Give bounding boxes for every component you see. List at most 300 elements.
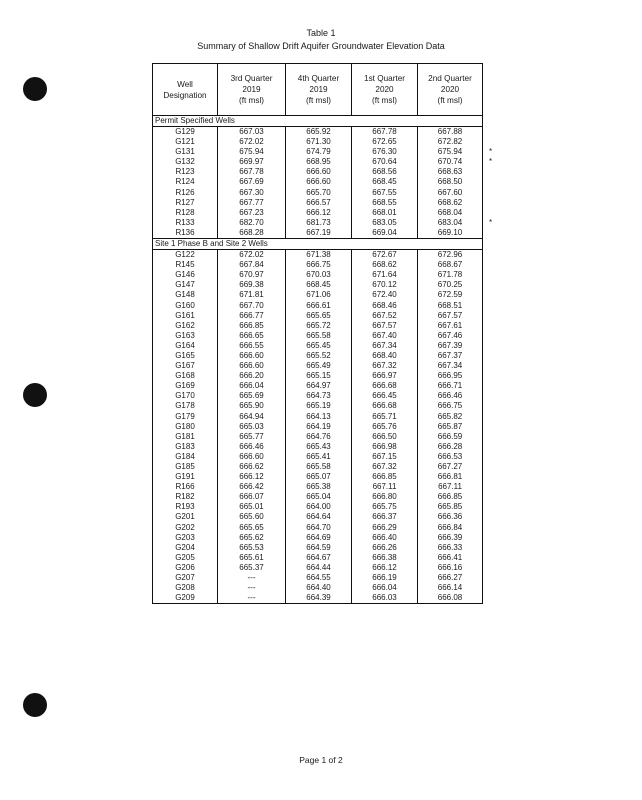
groundwater-elevation-table (152, 63, 493, 604)
well-designation-cell: G167 (175, 361, 195, 371)
elevation-cell: 670.03 (285, 270, 351, 280)
elevation-cell: 666.71 (417, 381, 482, 391)
table-row (153, 422, 482, 432)
column-header-line: Well (177, 79, 193, 89)
elevation-cell: 682.70 (217, 218, 285, 228)
elevation-cell: 665.41 (285, 452, 351, 462)
elevation-cell: 664.69 (285, 533, 351, 543)
binder-hole-middle (23, 383, 47, 407)
section-rows (153, 250, 482, 603)
table-row (153, 543, 482, 553)
elevation-cell: 667.78 (351, 127, 417, 137)
elevation-cell: 670.64 (351, 157, 417, 167)
footnote-flag: * (489, 217, 493, 227)
elevation-cell: 667.70 (217, 301, 285, 311)
elevation-cell: 666.77 (217, 311, 285, 321)
table-title: Summary of Shallow Drift Aquifer Groundwater Elevation Data (197, 41, 445, 51)
elevation-cell: 665.15 (285, 371, 351, 381)
elevation-cell: 664.67 (285, 553, 351, 563)
elevation-cell: 664.44 (285, 563, 351, 573)
elevation-cell: 672.65 (351, 137, 417, 147)
table-row (153, 462, 482, 472)
table-row (153, 492, 482, 502)
elevation-cell: 667.37 (417, 351, 482, 361)
elevation-cell: 665.38 (285, 482, 351, 492)
elevation-cell: 672.02 (217, 250, 285, 260)
well-designation-cell: R145 (175, 260, 195, 270)
elevation-cell: 666.75 (285, 260, 351, 270)
well-designation-cell: G209 (175, 593, 195, 603)
elevation-cell: 665.58 (285, 331, 351, 341)
elevation-cell: 667.19 (285, 228, 351, 238)
table-row (153, 290, 482, 300)
well-designation-cell: G205 (175, 552, 195, 562)
elevation-cell: 666.37 (351, 512, 417, 522)
elevation-cell: 664.94 (217, 412, 285, 422)
elevation-cell: 666.04 (351, 583, 417, 593)
elevation-cell: --- (217, 583, 285, 593)
table-row (153, 381, 482, 391)
column-header (217, 64, 285, 115)
well-designation-cell: R124 (175, 177, 195, 187)
table-row (153, 147, 493, 157)
table-row (153, 311, 482, 321)
elevation-cell: 675.94 (417, 147, 482, 157)
elevation-cell: 667.52 (351, 311, 417, 321)
well-designation-cell: G208 (175, 583, 195, 593)
column-header-line: 1st Quarter (364, 74, 405, 83)
elevation-cell: 667.03 (217, 127, 285, 137)
well-designation-cell: G184 (175, 451, 195, 461)
table-row (153, 177, 482, 187)
well-designation-cell: G121 (175, 137, 195, 147)
table-row (153, 280, 482, 290)
well-designation-cell: G179 (175, 411, 195, 421)
elevation-cell: 666.40 (351, 533, 417, 543)
elevation-cell: 681.73 (285, 218, 351, 228)
elevation-cell: 665.04 (285, 492, 351, 502)
elevation-cell: 668.67 (417, 260, 482, 270)
elevation-cell: 665.71 (351, 412, 417, 422)
table-row (153, 351, 482, 361)
elevation-cell: 672.02 (217, 137, 285, 147)
footnote-flag: * (489, 157, 493, 167)
elevation-cell: 666.60 (217, 351, 285, 361)
elevation-cell: 664.97 (285, 381, 351, 391)
table-row (153, 401, 482, 411)
elevation-cell: 666.36 (417, 512, 482, 522)
well-designation-cell: G147 (175, 280, 195, 290)
elevation-cell: 664.39 (285, 593, 351, 603)
elevation-cell: 667.34 (417, 361, 482, 371)
elevation-cell: 666.16 (417, 563, 482, 573)
elevation-cell: 666.07 (217, 492, 285, 502)
column-header-line: 2019 (309, 85, 328, 94)
table-row (153, 512, 482, 522)
table-row (153, 270, 482, 280)
section-rows (153, 127, 493, 238)
elevation-cell: 668.56 (351, 167, 417, 177)
well-designation-cell: G191 (175, 472, 195, 482)
elevation-cell: 666.20 (217, 371, 285, 381)
elevation-cell: 666.45 (351, 391, 417, 401)
elevation-cell: 665.60 (217, 512, 285, 522)
elevation-cell: 668.62 (351, 260, 417, 270)
table-row (153, 157, 493, 167)
well-designation-cell: G148 (175, 290, 195, 300)
section-label: Site 1 Phase B and Site 2 Wells (153, 238, 482, 250)
elevation-cell: 665.49 (285, 361, 351, 371)
elevation-cell: 668.62 (417, 198, 482, 208)
table-row (153, 188, 482, 198)
elevation-cell: 666.28 (417, 442, 482, 452)
binder-hole-bottom (23, 693, 47, 717)
elevation-cell: 664.19 (285, 422, 351, 432)
elevation-cell: 667.34 (351, 341, 417, 351)
elevation-cell: 667.30 (217, 188, 285, 198)
elevation-cell: 667.61 (417, 321, 482, 331)
elevation-cell: 665.72 (285, 321, 351, 331)
column-header (417, 64, 482, 115)
elevation-cell: 666.12 (285, 208, 351, 218)
table-row (153, 432, 482, 442)
elevation-cell: 666.33 (417, 543, 482, 553)
column-header (153, 64, 217, 115)
table-row (153, 341, 482, 351)
table-row (153, 553, 482, 563)
elevation-cell: 670.25 (417, 280, 482, 290)
elevation-cell: 666.81 (417, 472, 482, 482)
column-header-line: Designation (163, 90, 207, 100)
elevation-cell: 668.40 (351, 351, 417, 361)
elevation-cell: 665.53 (217, 543, 285, 553)
elevation-cell: 668.45 (285, 280, 351, 290)
elevation-cell: 668.50 (417, 177, 482, 187)
column-header-line: 2nd Quarter (428, 74, 472, 83)
table-row (153, 412, 482, 422)
elevation-cell: 665.03 (217, 422, 285, 432)
well-designation-cell: G163 (175, 330, 195, 340)
well-designation-cell: G169 (175, 381, 195, 391)
well-designation-cell: R182 (175, 492, 195, 502)
elevation-cell: 666.62 (217, 462, 285, 472)
elevation-cell: 670.74 (417, 157, 482, 167)
well-designation-cell: G170 (175, 391, 195, 401)
elevation-cell: 675.94 (217, 147, 285, 157)
elevation-cell: 668.51 (417, 301, 482, 311)
table-row (153, 391, 482, 401)
elevation-cell: 666.53 (417, 452, 482, 462)
elevation-cell: 666.19 (351, 573, 417, 583)
elevation-cell: 667.55 (351, 188, 417, 198)
elevation-cell: 674.79 (285, 147, 351, 157)
column-header-line: 2020 (375, 85, 394, 94)
elevation-cell: 671.30 (285, 137, 351, 147)
table-row (153, 593, 482, 603)
elevation-cell: 671.38 (285, 250, 351, 260)
page-number: Page 1 of 2 (299, 755, 343, 765)
table-row (153, 250, 482, 260)
elevation-cell: 666.46 (417, 391, 482, 401)
elevation-cell: 666.98 (351, 442, 417, 452)
elevation-cell: 669.38 (217, 280, 285, 290)
elevation-cell: 671.78 (417, 270, 482, 280)
well-designation-cell: R193 (175, 502, 195, 512)
table-row (153, 502, 482, 512)
elevation-cell: 666.60 (285, 177, 351, 187)
table-row (153, 442, 482, 452)
elevation-cell: 665.01 (217, 502, 285, 512)
elevation-cell: 666.97 (351, 371, 417, 381)
elevation-cell: 666.14 (417, 583, 482, 593)
column-header-line: 2019 (242, 85, 261, 94)
elevation-cell: 667.11 (417, 482, 482, 492)
column-header-line: 2020 (440, 85, 460, 94)
binder-hole-top (23, 77, 47, 101)
elevation-cell: 668.55 (351, 198, 417, 208)
elevation-cell: 668.95 (285, 157, 351, 167)
well-designation-cell: R126 (175, 187, 195, 197)
well-designation-cell: G129 (175, 127, 195, 136)
well-designation-cell: G202 (175, 522, 195, 532)
well-designation-cell: R136 (175, 227, 195, 237)
elevation-cell: 666.50 (351, 432, 417, 442)
elevation-cell: 665.69 (217, 391, 285, 401)
elevation-cell: 666.12 (351, 563, 417, 573)
elevation-cell: 666.41 (417, 553, 482, 563)
elevation-cell: 665.58 (285, 462, 351, 472)
elevation-cell: 672.67 (351, 250, 417, 260)
well-designation-cell: G185 (175, 462, 195, 471)
elevation-cell: 666.12 (217, 472, 285, 482)
well-designation-cell: R128 (175, 207, 195, 217)
well-designation-cell: G164 (175, 340, 195, 350)
table-row (153, 361, 482, 371)
well-designation-cell: G180 (175, 421, 195, 431)
well-designation-cell: G206 (175, 562, 195, 572)
column-header-line: (ft msl) (305, 96, 331, 105)
elevation-cell: 667.57 (417, 311, 482, 321)
elevation-cell: 666.60 (285, 167, 351, 177)
elevation-cell: 672.59 (417, 290, 482, 300)
elevation-cell: 665.37 (217, 563, 285, 573)
elevation-cell: 666.85 (351, 472, 417, 482)
table-row (153, 331, 482, 341)
elevation-cell: 667.69 (217, 177, 285, 187)
elevation-cell: 666.29 (351, 523, 417, 533)
well-designation-cell: G160 (175, 300, 195, 310)
elevation-cell: 667.40 (351, 331, 417, 341)
elevation-cell: 664.40 (285, 583, 351, 593)
well-designation-cell: G204 (175, 542, 195, 552)
elevation-cell: 665.77 (217, 432, 285, 442)
well-designation-cell: G132 (175, 157, 195, 167)
table-number: Table 1 (306, 28, 336, 38)
elevation-cell: 666.08 (417, 593, 482, 603)
elevation-cell: 666.68 (351, 381, 417, 391)
elevation-cell: 666.60 (217, 452, 285, 462)
elevation-cell: 671.64 (351, 270, 417, 280)
elevation-cell: 665.82 (417, 412, 482, 422)
table-row (153, 217, 493, 228)
elevation-cell: 671.06 (285, 290, 351, 300)
table-row (153, 563, 482, 573)
column-header (285, 64, 351, 115)
elevation-cell: 664.70 (285, 523, 351, 533)
elevation-cell: 668.63 (417, 167, 482, 177)
table-row (153, 583, 482, 593)
elevation-cell: 667.46 (417, 331, 482, 341)
elevation-cell: 683.05 (351, 218, 417, 228)
elevation-cell: 664.13 (285, 412, 351, 422)
elevation-cell: 666.75 (417, 401, 482, 411)
elevation-cell: 672.40 (351, 290, 417, 300)
elevation-cell: 683.04 (417, 218, 482, 228)
elevation-cell: 666.57 (285, 198, 351, 208)
elevation-cell: 666.85 (417, 492, 482, 502)
elevation-cell: 664.55 (285, 573, 351, 583)
column-header-line: 3rd Quarter (230, 74, 273, 83)
table-row (153, 452, 482, 462)
elevation-cell: 667.78 (217, 167, 285, 177)
table-row (153, 208, 482, 218)
well-designation-cell: R127 (175, 197, 195, 207)
elevation-cell: 666.38 (351, 553, 417, 563)
elevation-cell: 664.76 (285, 432, 351, 442)
table-row (153, 482, 482, 492)
elevation-cell: 666.85 (217, 321, 285, 331)
elevation-cell: 665.76 (351, 422, 417, 432)
well-designation-cell: G207 (175, 573, 195, 583)
well-designation-cell: G178 (175, 401, 195, 411)
elevation-cell: 667.32 (351, 462, 417, 472)
elevation-cell: 665.19 (285, 401, 351, 411)
elevation-cell: 672.96 (417, 250, 482, 260)
elevation-cell: 666.84 (417, 523, 482, 533)
elevation-cell: 666.46 (217, 442, 285, 452)
table-row (153, 127, 482, 137)
elevation-cell: 666.27 (417, 573, 482, 583)
elevation-cell: 668.45 (351, 177, 417, 187)
section-label: Permit Specified Wells (153, 116, 482, 127)
elevation-cell: 667.57 (351, 321, 417, 331)
elevation-cell: 671.81 (217, 290, 285, 300)
elevation-cell: 668.04 (417, 208, 482, 218)
elevation-cell: 666.65 (217, 331, 285, 341)
elevation-cell: 666.55 (217, 341, 285, 351)
elevation-cell: 667.84 (217, 260, 285, 270)
table-row (153, 573, 482, 583)
table-row (153, 137, 482, 147)
column-header-line: (ft msl) (437, 96, 463, 105)
elevation-cell: 667.77 (217, 198, 285, 208)
table-row (153, 321, 482, 331)
elevation-cell: 665.07 (285, 472, 351, 482)
elevation-cell: 668.01 (351, 208, 417, 218)
well-designation-cell: R166 (175, 482, 195, 492)
elevation-cell: 666.60 (217, 361, 285, 371)
elevation-cell: 667.39 (417, 341, 482, 351)
elevation-cell: 665.92 (285, 127, 351, 137)
table-header (153, 64, 482, 116)
elevation-cell: 667.15 (351, 452, 417, 462)
elevation-cell: 669.97 (217, 157, 285, 167)
elevation-cell: 667.60 (417, 188, 482, 198)
table-row (153, 472, 482, 482)
table-row (153, 167, 482, 177)
elevation-cell: 666.42 (217, 482, 285, 492)
elevation-cell: 670.97 (217, 270, 285, 280)
elevation-cell: 665.45 (285, 341, 351, 351)
table-row (153, 198, 482, 208)
well-designation-cell: G161 (175, 310, 195, 320)
elevation-cell: 664.64 (285, 512, 351, 522)
elevation-cell: 668.46 (351, 301, 417, 311)
well-designation-cell: G122 (175, 250, 195, 260)
table-row (153, 533, 482, 543)
elevation-cell: 666.59 (417, 432, 482, 442)
well-designation-cell: G203 (175, 532, 195, 542)
well-designation-cell: R133 (175, 217, 195, 227)
elevation-cell: 669.10 (417, 228, 482, 238)
well-designation-cell: G131 (175, 147, 195, 157)
well-designation-cell: G201 (175, 512, 195, 522)
elevation-cell: 676.30 (351, 147, 417, 157)
elevation-cell: 665.52 (285, 351, 351, 361)
elevation-cell: 666.04 (217, 381, 285, 391)
elevation-cell: 665.85 (417, 502, 482, 512)
elevation-cell: 667.88 (417, 127, 482, 137)
elevation-cell: 665.43 (285, 442, 351, 452)
elevation-cell: 665.65 (285, 311, 351, 321)
elevation-cell: 666.26 (351, 543, 417, 553)
elevation-cell: 665.90 (217, 401, 285, 411)
well-designation-cell: G162 (175, 320, 195, 330)
elevation-cell: 666.80 (351, 492, 417, 502)
column-header-line: (ft msl) (238, 96, 264, 105)
elevation-cell: 664.59 (285, 543, 351, 553)
elevation-cell: 665.75 (351, 502, 417, 512)
elevation-cell: 672.82 (417, 137, 482, 147)
elevation-cell: --- (217, 573, 285, 583)
elevation-cell: 665.87 (417, 422, 482, 432)
elevation-cell: 667.32 (351, 361, 417, 371)
table-row (153, 301, 482, 311)
table-row (153, 228, 482, 238)
elevation-cell: 670.12 (351, 280, 417, 290)
elevation-cell: 666.39 (417, 533, 482, 543)
well-designation-cell: G168 (175, 371, 195, 381)
elevation-cell: 668.28 (217, 228, 285, 238)
elevation-cell: 665.62 (217, 533, 285, 543)
elevation-cell: 666.68 (351, 401, 417, 411)
well-designation-cell: G181 (175, 431, 195, 441)
elevation-cell: --- (217, 593, 285, 603)
elevation-cell: 667.27 (417, 462, 482, 472)
well-designation-cell: G183 (175, 441, 195, 451)
elevation-cell: 667.11 (351, 482, 417, 492)
elevation-cell: 666.95 (417, 371, 482, 381)
elevation-cell: 665.65 (217, 523, 285, 533)
column-header-line: (ft msl) (371, 96, 397, 105)
table-row (153, 260, 482, 270)
column-header-line: 4th Quarter (297, 74, 340, 83)
elevation-cell: 667.23 (217, 208, 285, 218)
column-header (351, 64, 417, 115)
elevation-cell: 665.61 (217, 553, 285, 563)
table-row (153, 371, 482, 381)
well-designation-cell: R123 (175, 167, 195, 177)
